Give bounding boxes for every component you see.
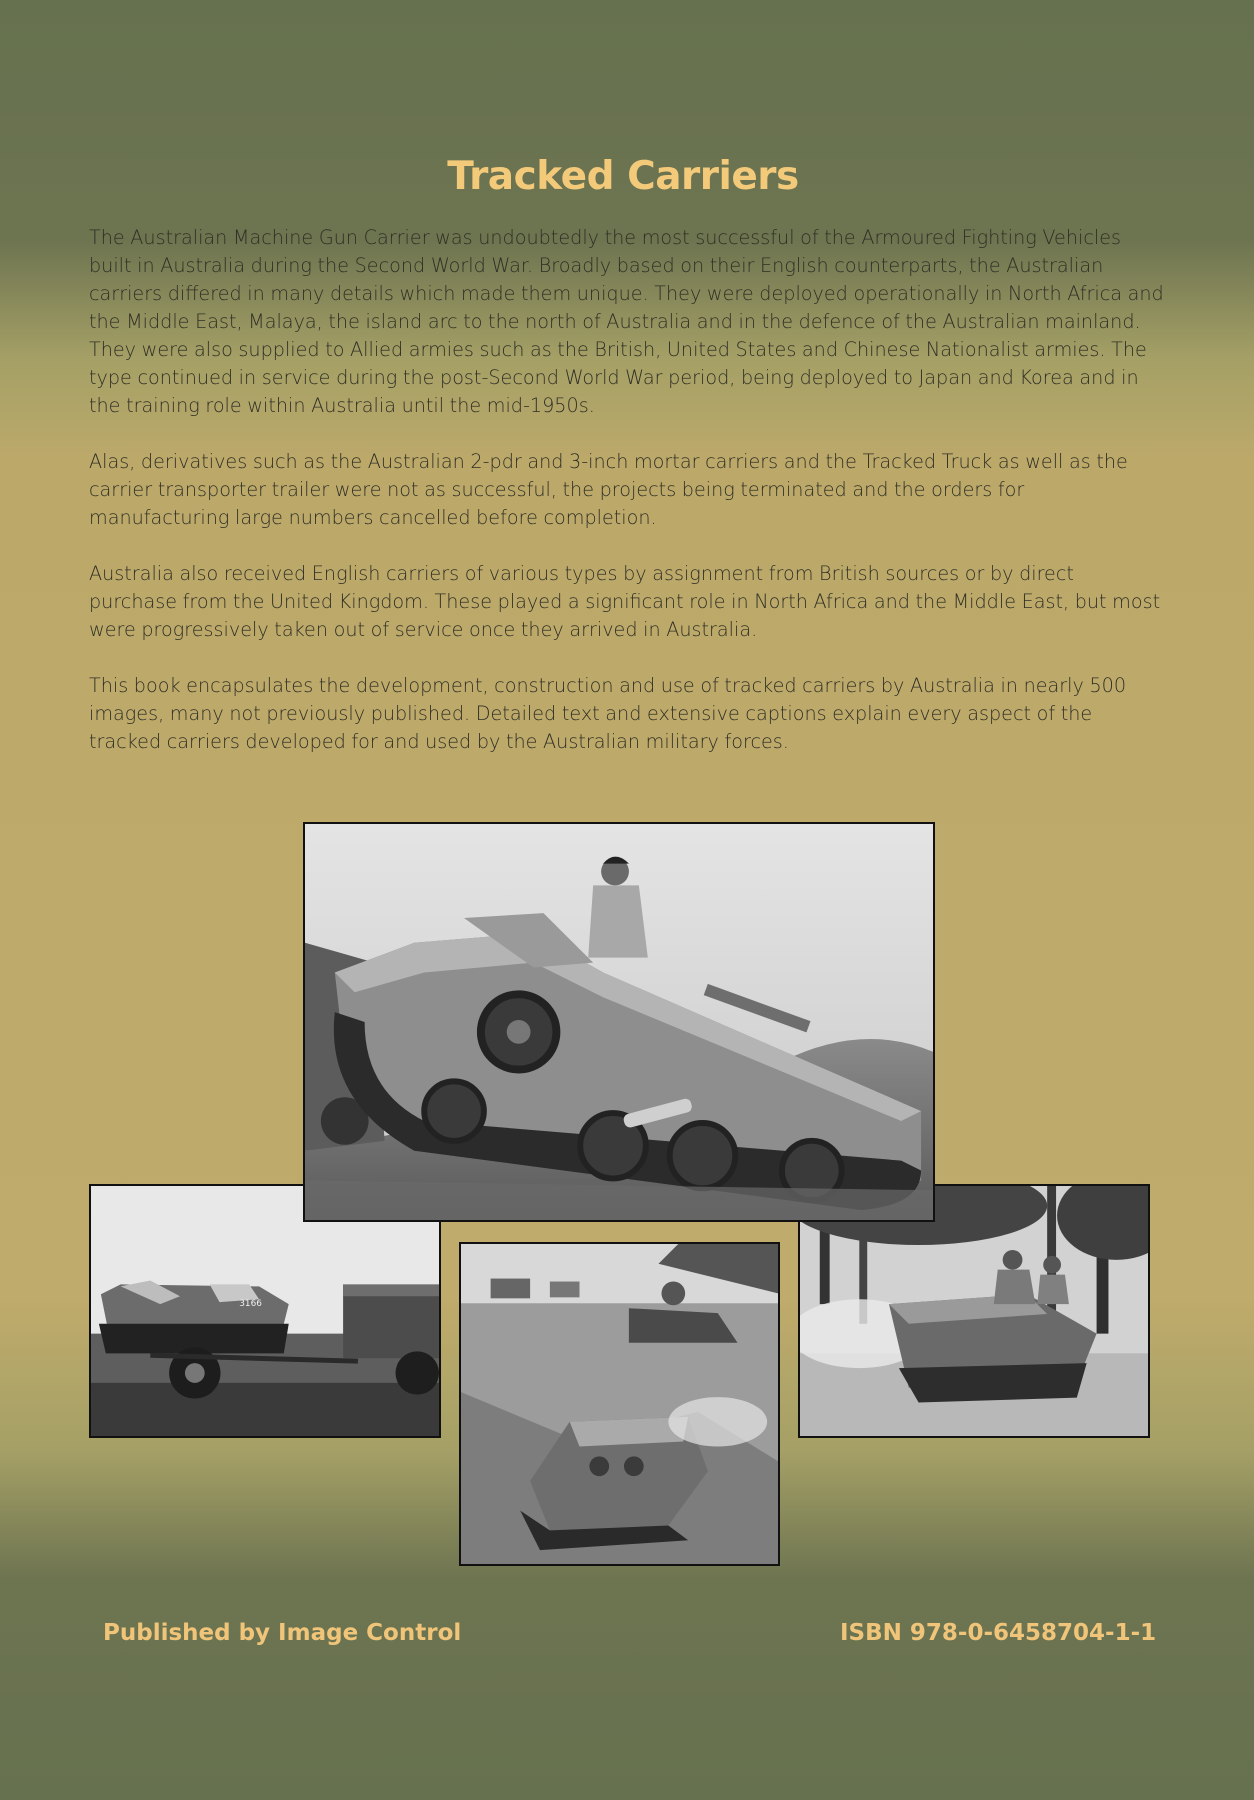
carrier-in-bush-photo [798, 1184, 1150, 1438]
publisher: Published by Image Control [103, 1620, 462, 1646]
blurb-paragraph: This book encapsulates the development, construction and use of tracked carriers by Australia in nearly 500 images, many not previously published. Detailed text and extensive captions explain every aspect of the tracked carriers developed for and used by the Australian military forces. [89, 674, 1127, 753]
vehicle-number: 3166 [239, 1299, 262, 1310]
blurb-paragraph: The Australian Machine Gun Carrier was undoubtedly the most successful of the Armoured Fighting Vehicles built in Australia during the Second World War. Broadly based on their English counterparts, the Australian carriers differed in many details which made them unique. They were deployed operationally in North Africa and the Middle East, Malaya, the island arc to the north of Australia and in the defence of the Australian mainland. They were also supplied to Allied armies such as the British, United States and Chinese Nationalist armies. The type continued in service during the post-Second World War period, being deployed to Japan and Korea and in the training role within Australia until the mid-1950s. [89, 226, 1164, 417]
carriers-in-field-photo [459, 1242, 780, 1566]
blurb-paragraph: Australia also received English carriers of various types by assignment from British sources or by direct purchase from the United Kingdom. These played a significant role in North Africa and the Middle East, but most were progressively taken out of service once they arrived in Australia. [89, 562, 1161, 641]
carrier-on-trailer-photo [89, 1184, 441, 1438]
carrier-climbing-photo [303, 822, 935, 1222]
cover-title: Tracked Carriers [447, 154, 799, 199]
isbn: ISBN 978-0-6458704-1-1 [840, 1620, 1157, 1646]
blurb [89, 224, 1165, 784]
blurb-paragraph: Alas, derivatives such as the Australian 2-pdr and 3-inch mortar carriers and the Tracked Truck as well as the carrier transporter trailer were not as successful, the projects being terminated and the orders for manufacturing large numbers cancelled before completion. [89, 450, 1128, 529]
